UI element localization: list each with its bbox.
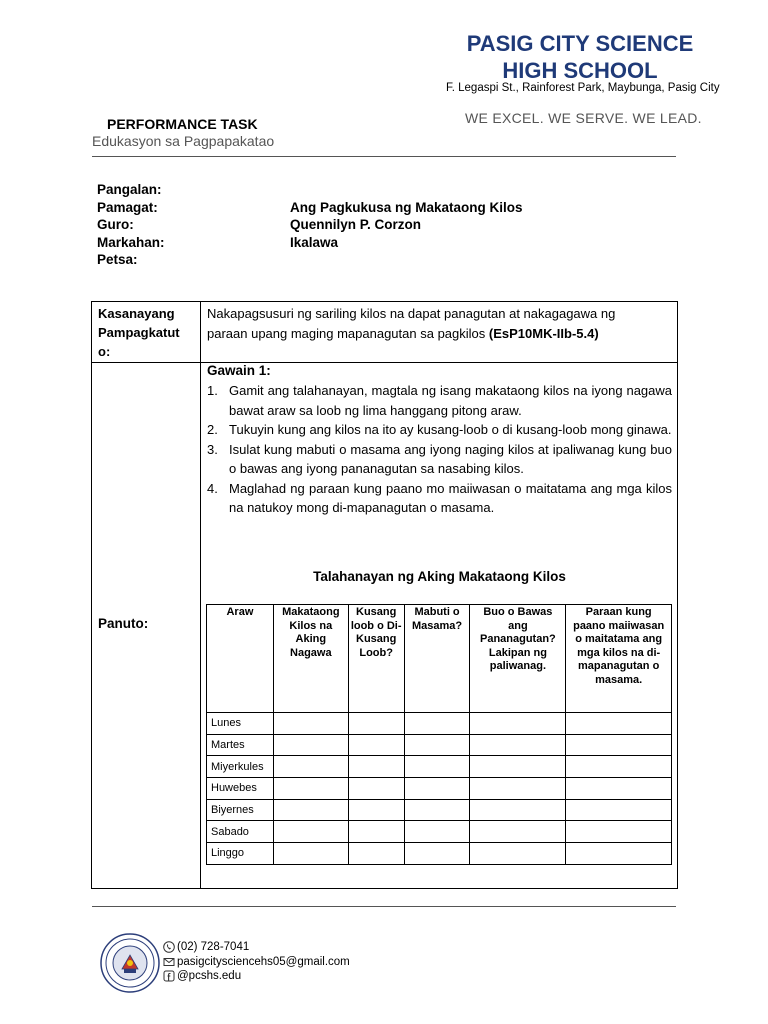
header-day: Araw (207, 605, 274, 713)
header-action: Makataong Kilos na Aking Nagawa (273, 605, 348, 713)
instructions-label: Panuto: (98, 616, 149, 631)
answer-cell[interactable] (470, 713, 566, 735)
phone-icon (163, 941, 175, 953)
answer-cell[interactable] (273, 778, 348, 800)
answer-cell[interactable] (348, 799, 404, 821)
answer-cell[interactable] (470, 821, 566, 843)
table-row (207, 778, 672, 800)
step-number: 2. (207, 422, 218, 437)
instruction-step (207, 479, 672, 518)
day-cell: Biyernes (207, 799, 274, 821)
competency-text (207, 304, 667, 343)
table-header-row (207, 605, 672, 713)
header-divider (92, 156, 676, 157)
teacher-value: Quennilyn P. Corzon (290, 217, 422, 232)
answer-cell[interactable] (273, 734, 348, 756)
header-voluntary: Kusang loob o Di-Kusang Loob? (348, 605, 404, 713)
answer-cell[interactable] (404, 713, 470, 735)
header-responsibility: Buo o Bawas ang Pananagutan? Lakipan ng paliwanag. (470, 605, 566, 713)
answer-cell[interactable] (470, 756, 566, 778)
answer-cell[interactable] (348, 713, 404, 735)
answer-cell[interactable] (273, 756, 348, 778)
school-seal-icon (100, 933, 160, 993)
step-number: 4. (207, 480, 218, 496)
answer-cell[interactable] (566, 799, 672, 821)
task-title: PERFORMANCE TASK (107, 116, 258, 132)
competency-code: (EsP10MK-IIb-5.4) (488, 325, 599, 341)
answer-cell[interactable] (566, 843, 672, 865)
activity-table (206, 604, 672, 865)
footer-divider (92, 906, 676, 907)
day-cell: Martes (207, 734, 274, 756)
competency-label (98, 304, 198, 361)
table-row (207, 713, 672, 735)
answer-cell[interactable] (404, 734, 470, 756)
competency-text-line2: paraan upang maging mapanagutan sa pagkilos (207, 325, 486, 341)
title-label: Pamagat: (97, 199, 158, 215)
school-address: F. Legaspi St., Rainforest Park, Maybunga, Pasig City (446, 82, 720, 94)
competency-label-line3: o: (98, 344, 111, 359)
step-text: Tukuyin kung ang kilos na ito ay kusang-loob o di kusang-loob mong ginawa. (229, 422, 672, 437)
answer-cell[interactable] (348, 734, 404, 756)
answer-cell[interactable] (566, 821, 672, 843)
table-row (207, 756, 672, 778)
table-title: Talahanayan ng Aking Makataong Kilos (313, 569, 566, 584)
answer-cell[interactable] (273, 713, 348, 735)
answer-cell[interactable] (470, 734, 566, 756)
email-item (163, 955, 350, 970)
answer-cell[interactable] (470, 843, 566, 865)
table-row (207, 843, 672, 865)
contact-info (163, 940, 350, 984)
answer-cell[interactable] (348, 756, 404, 778)
answer-cell[interactable] (470, 778, 566, 800)
step-text: Maglahad ng paraan kung paano mo maiiwasan o maitatama ang mga kilos na natukoy mong di-mapanagutan o masama. (229, 480, 672, 515)
activity-title: Gawain 1: (207, 363, 271, 378)
answer-cell[interactable] (404, 799, 470, 821)
step-text: Gamit ang talahanayan, magtala ng isang makataong kilos na iyong nagawa bawat araw sa loob ng lima hanggang pitong araw. (229, 383, 672, 418)
step-number: 3. (207, 441, 218, 457)
answer-cell[interactable] (273, 799, 348, 821)
day-cell: Miyerkules (207, 756, 274, 778)
instruction-step (207, 381, 672, 420)
quarter-value: Ikalawa (290, 234, 339, 250)
table-row (207, 734, 672, 756)
school-motto: WE EXCEL. WE SERVE. WE LEAD. (465, 110, 702, 126)
header-good-bad: Mabuti o Masama? (404, 605, 470, 713)
school-name-line2: HIGH SCHOOL (502, 58, 658, 83)
answer-cell[interactable] (404, 778, 470, 800)
answer-cell[interactable] (348, 821, 404, 843)
answer-cell[interactable] (566, 734, 672, 756)
name-label: Pangalan: (97, 182, 162, 197)
day-cell: Linggo (207, 843, 274, 865)
phone-item (163, 940, 350, 955)
competency-text-line1: Nakapagsusuri ng sariling kilos na dapat panagutan at nakagagawa ng (207, 306, 616, 321)
teacher-label: Guro: (97, 217, 134, 232)
answer-cell[interactable] (566, 778, 672, 800)
subject-name: Edukasyon sa Pagpapakatao (92, 133, 275, 149)
table-row (207, 799, 672, 821)
instruction-step (207, 420, 672, 440)
instruction-list (207, 381, 672, 518)
answer-cell[interactable] (404, 843, 470, 865)
answer-cell[interactable] (566, 713, 672, 735)
day-cell: Huwebes (207, 778, 274, 800)
answer-cell[interactable] (470, 799, 566, 821)
answer-cell[interactable] (404, 756, 470, 778)
answer-cell[interactable] (273, 843, 348, 865)
mail-icon (163, 956, 175, 968)
facebook-icon (163, 970, 175, 982)
step-text: Isulat kung mabuti o masama ang iyong naging kilos at ipaliwanag kung buo o bawas ang iyong pananagutan sa nasabing kilos. (229, 441, 672, 476)
answer-cell[interactable] (348, 843, 404, 865)
day-cell: Sabado (207, 821, 274, 843)
step-number: 1. (207, 383, 218, 398)
row-divider (92, 362, 677, 363)
email-address: pasigcitysciencehs05@gmail.com (177, 955, 350, 968)
day-cell: Lunes (207, 713, 274, 735)
facebook-handle: @pcshs.edu (177, 970, 242, 982)
task-box (91, 301, 678, 889)
instruction-step (207, 440, 672, 479)
competency-label-line2: Pampagkatut (98, 325, 180, 340)
answer-cell[interactable] (404, 821, 470, 843)
header-remedy: Paraan kung paano maiiwasan o maitatama ang mga kilos na di-mapanagutan o masama. (566, 605, 672, 713)
quarter-label: Markahan: (97, 234, 165, 250)
competency-label-line1: Kasanayang (98, 306, 175, 321)
phone-number: (02) 728-7041 (177, 941, 250, 953)
school-name-line1: PASIG CITY SCIENCE (466, 31, 694, 56)
date-label: Petsa: (97, 252, 138, 267)
school-name (420, 30, 740, 84)
answer-cell[interactable] (273, 821, 348, 843)
table-row (207, 821, 672, 843)
answer-cell[interactable] (566, 756, 672, 778)
answer-cell[interactable] (348, 778, 404, 800)
column-divider (200, 302, 201, 888)
facebook-item (163, 969, 350, 984)
title-value: Ang Pagkukusa ng Makataong Kilos (290, 199, 523, 215)
